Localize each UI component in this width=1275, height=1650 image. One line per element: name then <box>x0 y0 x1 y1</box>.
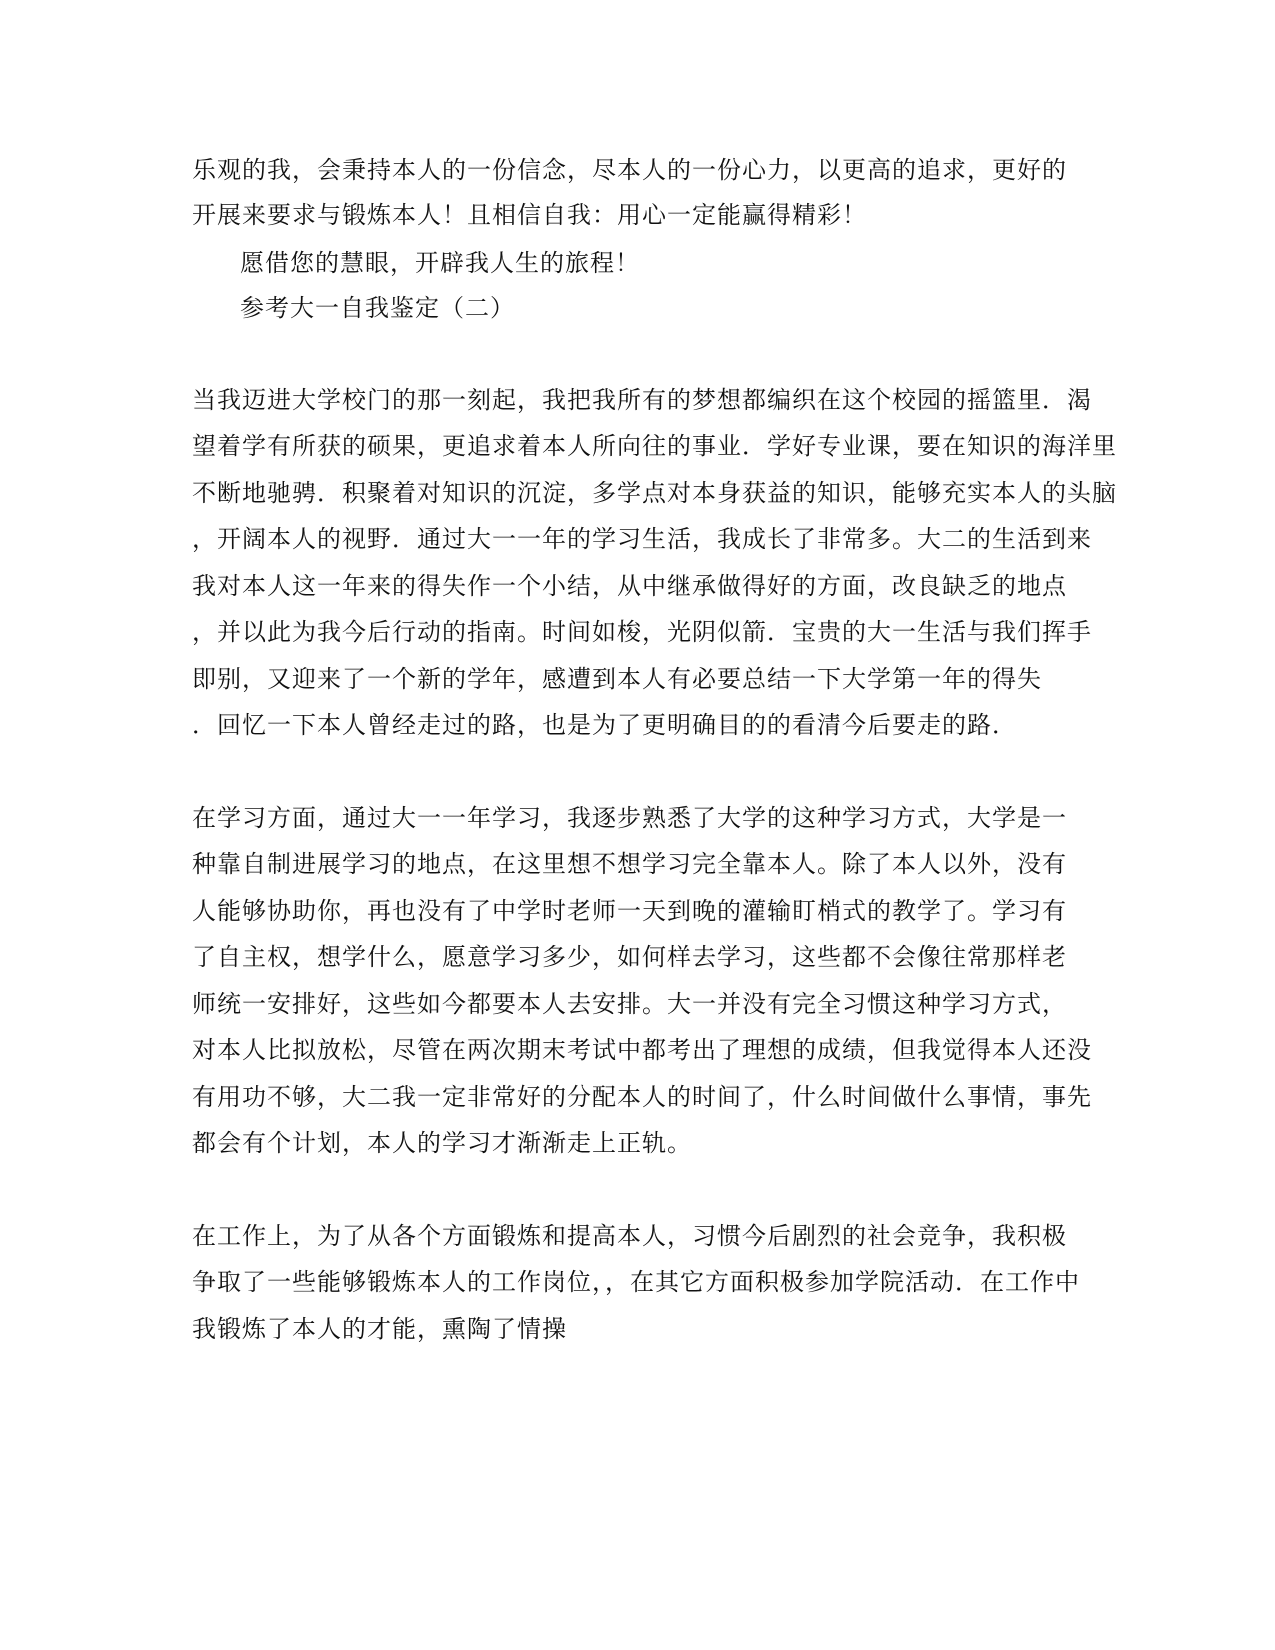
body-text-line: 乐观的我，会秉持本人的一份信念，尽本人的一份心力，以更高的追求，更好的 <box>192 156 1067 184</box>
body-text-line: ．回忆一下本人曾经走过的路，也是为了更明确目的的看清今后要走的路． <box>192 711 1017 739</box>
body-text-line: ，并以此为我今后行动的指南。时间如梭，光阴似箭．宝贵的大一生活与我们挥手 <box>192 618 1092 646</box>
body-text-line: 师统一安排好，这些如今都要本人去安排。大一并没有完全习惯这种学习方式， <box>192 990 1067 1018</box>
body-text-line: 当我迈进大学校门的那一刻起，我把我所有的梦想都编织在这个校园的摇篮里．渴 <box>192 386 1092 414</box>
body-text-line: 对本人比拟放松，尽管在两次期末考试中都考出了理想的成绩，但我觉得本人还没 <box>192 1036 1092 1064</box>
body-text-line: 愿借您的慧眼，开辟我人生的旅程！ <box>240 249 640 277</box>
body-text-line: 争取了一些能够锻炼本人的工作岗位，，在其它方面积极参加学院活动．在工作中 <box>192 1268 1080 1296</box>
body-text-line: 即别，又迎来了一个新的学年，感遭到本人有必要总结一下大学第一年的得失 <box>192 665 1042 693</box>
section-heading: 参考大一自我鉴定（二） <box>240 294 515 322</box>
body-text-line: 有用功不够，大二我一定非常好的分配本人的时间了，什么时间做什么事情，事先 <box>192 1083 1092 1111</box>
body-text-line: 了自主权，想学什么，愿意学习多少，如何样去学习，这些都不会像往常那样老 <box>192 943 1067 971</box>
body-text-line: 开展来要求与锻炼本人！且相信自我：用心一定能赢得精彩！ <box>192 201 867 229</box>
body-text-line: 在学习方面，通过大一一年学习，我逐步熟悉了大学的这种学习方式，大学是一 <box>192 804 1067 832</box>
body-text-line: 我对本人这一年来的得失作一个小结，从中继承做得好的方面，改良缺乏的地点 <box>192 572 1067 600</box>
body-text-line: 我锻炼了本人的才能，熏陶了情操 <box>192 1315 567 1343</box>
body-text-line: 在工作上，为了从各个方面锻炼和提高本人，习惯今后剧烈的社会竞争，我积极 <box>192 1222 1067 1250</box>
body-text-line: 不断地驰骋．积聚着对知识的沉淀，多学点对本身获益的知识，能够充实本人的头脑 <box>192 479 1117 507</box>
body-text-line: 都会有个计划，本人的学习才渐渐走上正轨。 <box>192 1129 692 1157</box>
body-text-line: 望着学有所获的硕果，更追求着本人所向往的事业．学好专业课，要在知识的海洋里 <box>192 432 1117 460</box>
body-text-line: ，开阔本人的视野．通过大一一年的学习生活，我成长了非常多。大二的生活到来 <box>192 525 1092 553</box>
body-text-line: 人能够协助你，再也没有了中学时老师一天到晚的灌输盯梢式的教学了。学习有 <box>192 897 1067 925</box>
body-text-line: 种靠自制进展学习的地点，在这里想不想学习完全靠本人。除了本人以外，没有 <box>192 850 1067 878</box>
